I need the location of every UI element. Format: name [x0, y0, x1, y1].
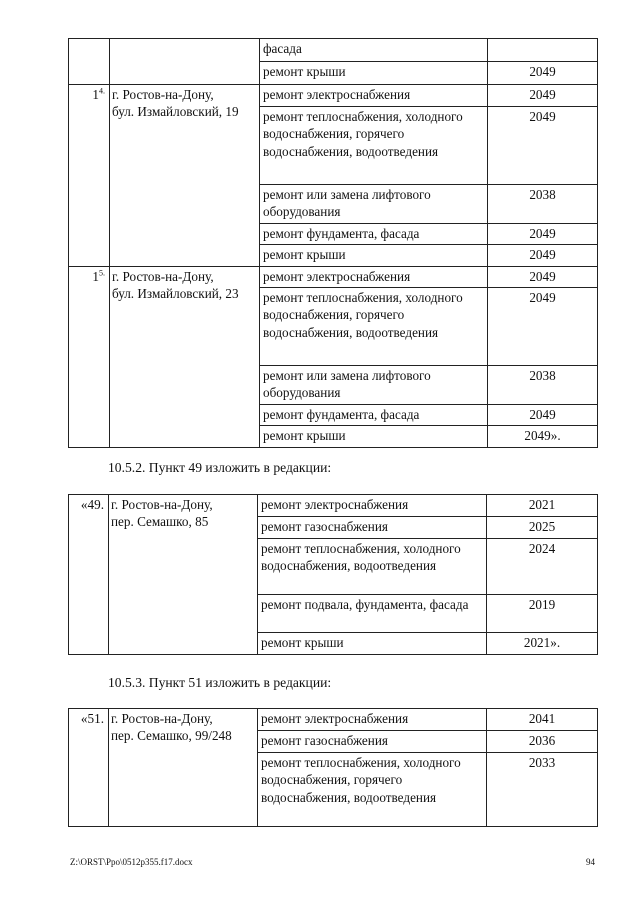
- year-cell: 2024: [487, 539, 598, 595]
- work-cell: ремонт теплоснабжения, холодного водоснабжения, горячего водоснабжения, водоотведения: [258, 753, 487, 827]
- address-line: пер. Семашко, 99/248: [111, 728, 232, 744]
- address-line: пер. Семашко, 85: [111, 514, 209, 530]
- year-cell: 2049: [488, 267, 598, 288]
- year-cell: 2049: [488, 224, 598, 245]
- work-cell: ремонт фундамента, фасада: [260, 405, 488, 426]
- item-number-sup: 5.: [99, 268, 105, 278]
- year-cell: 2021».: [487, 633, 598, 655]
- work-cell: ремонт крыши: [260, 245, 488, 267]
- work-cell: ремонт электроснабжения: [258, 495, 487, 517]
- address-cell: [109, 495, 258, 655]
- year-cell: 2049: [488, 288, 598, 366]
- address-cell: [109, 709, 258, 827]
- address-line: г. Ростов-на-Дону,: [111, 497, 213, 512]
- address-line: бул. Измайловский, 23: [112, 286, 239, 302]
- work-cell: ремонт газоснабжения: [258, 731, 487, 753]
- footer-file-path: Z:\ORST\Ppo\0512p355.f17.docx: [70, 857, 193, 867]
- year-cell: 2038: [488, 185, 598, 224]
- item-number-base: 1: [92, 269, 99, 284]
- address-cell: [110, 39, 260, 85]
- year-cell: 2049: [488, 85, 598, 107]
- works-table-2: [68, 494, 598, 655]
- item-number-sup: 4.: [99, 86, 105, 96]
- works-table-1: [68, 38, 598, 448]
- paragraph-10-5-2: 10.5.2. Пункт 49 изложить в редакции:: [108, 460, 332, 475]
- work-cell: ремонт газоснабжения: [258, 517, 487, 539]
- table-row: [69, 85, 598, 107]
- work-cell: ремонт или замена лифтового оборудования: [260, 366, 488, 405]
- year-cell: 2021: [487, 495, 598, 517]
- year-cell: 2038: [488, 366, 598, 405]
- year-cell: 2036: [487, 731, 598, 753]
- table-row: [69, 39, 598, 62]
- item-number: «49.: [69, 495, 109, 655]
- work-cell: ремонт фундамента, фасада: [260, 224, 488, 245]
- year-cell: 2025: [487, 517, 598, 539]
- year-cell: 2019: [487, 595, 598, 633]
- year-cell: [488, 39, 598, 62]
- year-cell: 2049: [488, 62, 598, 85]
- address-cell: [110, 85, 260, 267]
- table-row: [69, 267, 598, 288]
- year-cell: 2049».: [488, 426, 598, 448]
- table-row: [69, 495, 598, 517]
- work-cell: фасада: [260, 39, 488, 62]
- address-line: г. Ростов-на-Дону,: [112, 269, 214, 284]
- work-cell: ремонт крыши: [258, 633, 487, 655]
- work-cell: ремонт электроснабжения: [258, 709, 487, 731]
- year-cell: 2041: [487, 709, 598, 731]
- address-line: бул. Измайловский, 19: [112, 104, 239, 120]
- paragraph-10-5-3: 10.5.3. Пункт 51 изложить в редакции:: [108, 675, 332, 690]
- work-cell: ремонт теплоснабжения, холодного водоснабжения, водоотведения: [258, 539, 487, 595]
- work-cell: ремонт подвала, фундамента, фасада: [258, 595, 487, 633]
- footer-page-number: 94: [586, 857, 595, 867]
- work-cell: ремонт крыши: [260, 62, 488, 85]
- year-cell: 2049: [488, 405, 598, 426]
- work-cell: ремонт электроснабжения: [260, 85, 488, 107]
- work-cell: ремонт крыши: [260, 426, 488, 448]
- table-row: [69, 709, 598, 731]
- address-line: г. Ростов-на-Дону,: [111, 711, 213, 726]
- item-number: [69, 267, 110, 448]
- year-cell: 2049: [488, 245, 598, 267]
- item-number: «51.: [69, 709, 109, 827]
- item-number: [69, 85, 110, 267]
- year-cell: 2049: [488, 107, 598, 185]
- item-number-base: 1: [92, 87, 99, 102]
- work-cell: ремонт или замена лифтового оборудования: [260, 185, 488, 224]
- work-cell: ремонт электроснабжения: [260, 267, 488, 288]
- work-cell: ремонт теплоснабжения, холодного водоснабжения, горячего водоснабжения, водоотведения: [260, 107, 488, 185]
- work-cell: ремонт теплоснабжения, холодного водоснабжения, горячего водоснабжения, водоотведения: [260, 288, 488, 366]
- address-line: г. Ростов-на-Дону,: [112, 87, 214, 102]
- address-cell: [110, 267, 260, 448]
- works-table-3: [68, 708, 598, 827]
- year-cell: 2033: [487, 753, 598, 827]
- num-cell: [69, 39, 110, 85]
